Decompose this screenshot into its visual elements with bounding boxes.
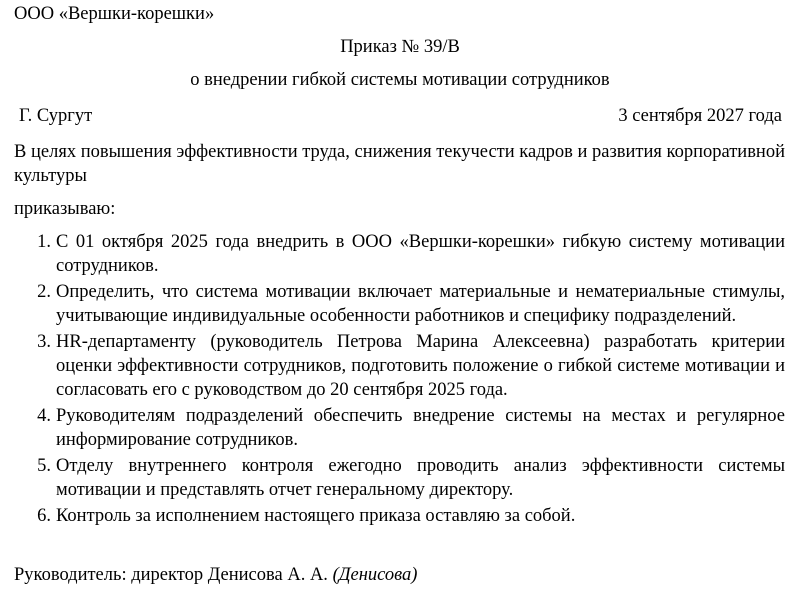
- order-items-list: [14, 230, 785, 530]
- list-item: [14, 454, 785, 502]
- item-text: Определить, что система мотивации включает материальные и нематериальные стимулы, учитывающие индивидуальные особенности работников и специфику подразделений.: [56, 282, 785, 326]
- signature-name: (Денисова): [332, 565, 418, 585]
- item-number: 6.: [37, 506, 51, 526]
- order-preamble: В целях повышения эффективности труда, снижения текучести кадров и развития корпоративной культуры: [14, 142, 785, 186]
- signature-line: [14, 563, 417, 587]
- item-number: 5.: [37, 456, 51, 476]
- order-subject: о внедрении гибкой системы мотивации сотрудников: [190, 70, 610, 90]
- list-item: [14, 230, 785, 278]
- item-text: С 01 октября 2025 года внедрить в ООО «Вершки-корешки» гибкую систему мотивации сотрудников.: [56, 232, 785, 276]
- list-item: [14, 404, 785, 452]
- item-number: 2.: [37, 282, 51, 302]
- organization-name: ООО «Вершки-корешки»: [14, 4, 215, 24]
- item-text: Контроль за исполнением настоящего приказа оставляю за собой.: [56, 506, 576, 526]
- order-city: Г. Сургут: [19, 106, 93, 126]
- item-number: 1.: [37, 232, 51, 252]
- list-item: [14, 330, 785, 402]
- signature-label: Руководитель: директор Денисова А. А.: [14, 565, 333, 585]
- item-text: HR-департаменту (руководитель Петрова Марина Алексеевна) разработать критерии оценки эффективности сотрудников, подготовить положение о гибкой системе мотивации и согласовать его с руководством до 20 сентября 2025 года.: [56, 332, 785, 400]
- order-date: 3 сентября 2027 года: [618, 106, 782, 126]
- list-item: [14, 280, 785, 328]
- order-title: Приказ № 39/В: [340, 37, 460, 57]
- item-text: Руководителям подразделений обеспечить внедрение системы на местах и регулярное информирование сотрудников.: [56, 406, 785, 450]
- decree-word: приказываю:: [14, 199, 116, 219]
- list-item: [14, 504, 785, 528]
- item-text: Отделу внутреннего контроля ежегодно проводить анализ эффективности системы мотивации и представлять отчет генеральному директору.: [56, 456, 785, 500]
- item-number: 3.: [37, 332, 51, 352]
- item-number: 4.: [37, 406, 51, 426]
